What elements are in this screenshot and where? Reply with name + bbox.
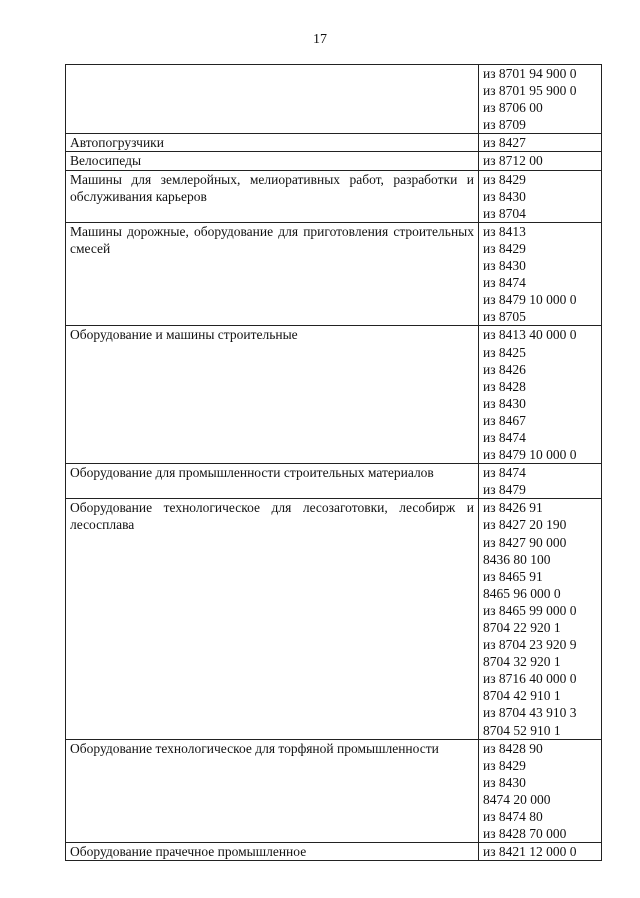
tnved-code: из 8430 [483, 258, 526, 274]
tnved-code: из 8705 [483, 309, 526, 325]
tnved-code: из 8429 [483, 757, 526, 773]
table-row [66, 170, 602, 222]
tnved-code: из 8704 43 910 3 [483, 705, 577, 721]
equipment-name-cell: Оборудование технологическое для торфяной промышленности [66, 739, 479, 843]
table-row [66, 739, 602, 843]
tnved-code: 8704 42 910 1 [483, 688, 561, 704]
tnved-codes-cell [479, 739, 602, 843]
tnved-codes-cell [479, 222, 602, 326]
table-row [66, 464, 602, 499]
page-number: 17 [313, 32, 327, 47]
tnved-code: 8704 22 920 1 [483, 620, 561, 635]
equipment-name-cell: Оборудование прачечное промышленное [66, 843, 479, 861]
tnved-code: из 8421 12 000 0 [483, 844, 577, 860]
tnved-code: из 8479 10 000 0 [483, 292, 577, 308]
tnved-codes-cell [479, 326, 602, 464]
tnved-code: из 8474 [483, 465, 526, 481]
tnved-code: из 8426 91 [483, 500, 543, 516]
tnved-codes-cell [479, 499, 602, 739]
tnved-code: из 8709 [483, 117, 526, 133]
equipment-name-cell: Оборудование технологическое для лесозаготовки, лесобирж и лесосплава [66, 499, 479, 739]
table-row [66, 134, 602, 152]
tnved-code: из 8430 [483, 395, 526, 411]
equipment-name-cell: Машины дорожные, оборудование для приготовления строительных смесей [66, 222, 479, 326]
equipment-name-cell: Оборудование и машины строительные [66, 326, 479, 464]
tnved-code: из 8716 40 000 0 [483, 671, 577, 687]
tnved-code: из 8429 [483, 240, 526, 256]
tnved-codes-cell [479, 65, 602, 134]
tnved-code: из 8413 40 000 0 [483, 327, 577, 343]
tnved-code: 8704 32 920 1 [483, 654, 561, 670]
tnved-code: из 8427 [483, 135, 526, 151]
tnved-code: из 8430 [483, 188, 526, 204]
tnved-code: из 8429 [483, 171, 526, 187]
tnved-code: из 8467 [483, 412, 526, 428]
tnved-code: из 8428 [483, 378, 526, 394]
table-row [66, 499, 602, 739]
equipment-name-cell [66, 65, 479, 134]
tnved-code: из 8413 [483, 223, 526, 239]
table-row [66, 222, 602, 326]
table-row [66, 65, 602, 134]
equipment-name-cell: Машины для землеройных, мелиоративных работ, разработки и обслуживания карьеров [66, 170, 479, 222]
tnved-codes-cell [479, 464, 602, 499]
tnved-code: 8704 52 910 1 [483, 722, 561, 738]
table-body [66, 65, 602, 861]
tnved-code: из 8465 91 [483, 568, 543, 584]
tnved-code: из 8704 [483, 205, 526, 221]
tnved-codes-cell [479, 134, 602, 152]
tnved-code: из 8479 [483, 482, 526, 498]
tnved-code: из 8474 [483, 275, 526, 291]
equipment-name-cell: Оборудование для промышленности строительных материалов [66, 464, 479, 499]
tnved-code: из 8704 23 920 9 [483, 637, 577, 653]
equipment-name-cell: Автопогрузчики [66, 134, 479, 152]
equipment-codes-table [65, 64, 602, 861]
tnved-code: 8474 20 000 [483, 791, 551, 807]
tnved-codes-cell [479, 170, 602, 222]
table-row [66, 152, 602, 170]
tnved-code: из 8426 [483, 361, 526, 377]
tnved-code: из 8701 95 900 0 [483, 83, 577, 99]
tnved-code: из 8465 99 000 0 [483, 602, 577, 618]
tnved-code: 8436 80 100 [483, 551, 551, 567]
tnved-code: из 8479 10 000 0 [483, 447, 577, 463]
tnved-code: из 8474 80 [483, 809, 543, 825]
tnved-code: из 8428 70 000 [483, 826, 567, 842]
tnved-code: из 8427 90 000 [483, 534, 567, 550]
table-row [66, 843, 602, 861]
tnved-code: из 8712 00 [483, 153, 543, 169]
tnved-code: из 8428 90 [483, 740, 543, 756]
tnved-codes-cell [479, 843, 602, 861]
tnved-code: из 8706 00 [483, 100, 543, 116]
tnved-code: из 8474 [483, 429, 526, 445]
tnved-code: 8465 96 000 0 [483, 585, 561, 601]
tnved-codes-cell [479, 152, 602, 170]
tnved-code: из 8701 94 900 0 [483, 66, 577, 81]
table-row [66, 326, 602, 464]
tnved-code: из 8427 20 190 [483, 517, 567, 533]
tnved-code: из 8425 [483, 344, 526, 360]
equipment-name-cell: Велосипеды [66, 152, 479, 170]
tnved-code: из 8430 [483, 774, 526, 790]
